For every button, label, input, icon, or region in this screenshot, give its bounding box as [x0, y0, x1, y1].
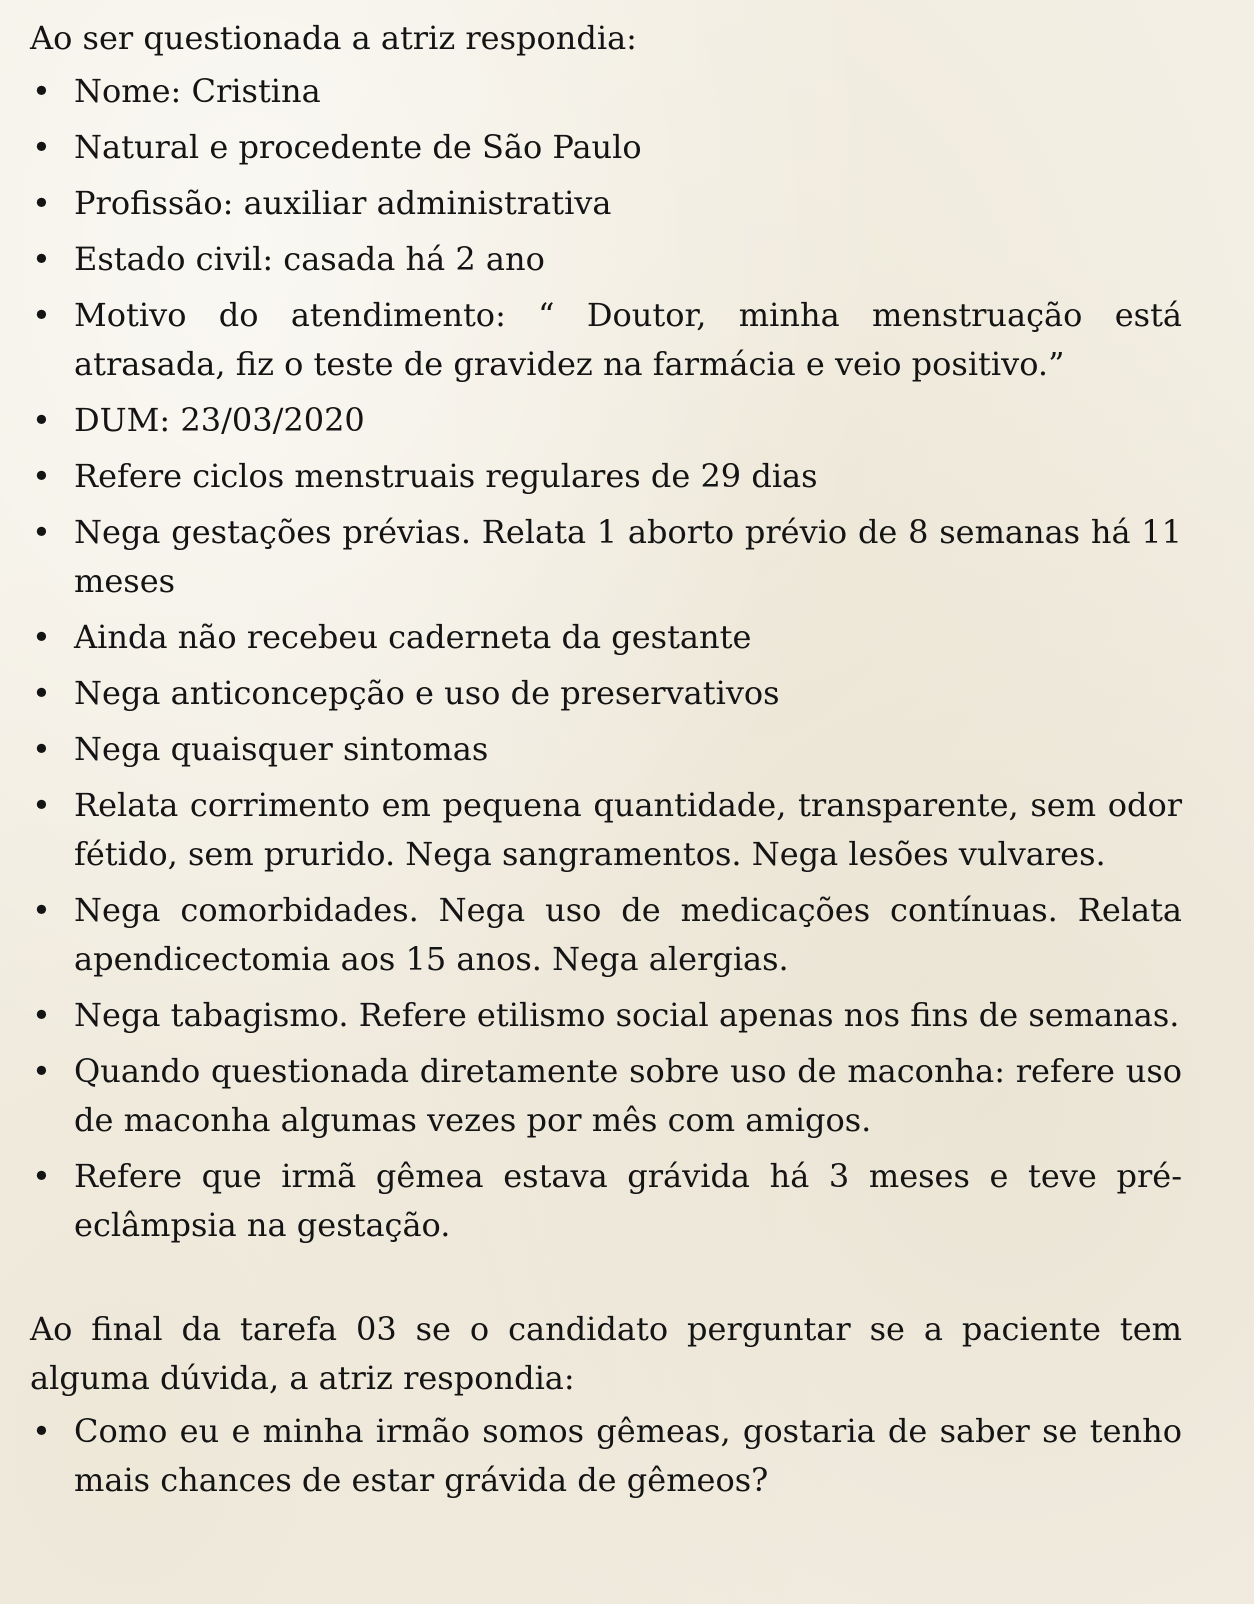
list-item: • Nega quaisquer sintomas [30, 725, 1182, 774]
list-item: • Quando questionada diretamente sobre uso de maconha: refere uso de maconha algumas vezes por mês com amigos. [30, 1047, 1182, 1145]
document-page [30, 14, 1182, 1512]
list-item: • Nome: Cristina [30, 67, 1182, 116]
list-item: • Natural e procedente de São Paulo [30, 123, 1182, 172]
bullet-icon: • [32, 1412, 51, 1450]
list-item: • Como eu e minha irmão somos gêmeas, gostaria de saber se tenho mais chances de estar grávida de gêmeos? [30, 1407, 1182, 1505]
list-item: • Motivo do atendimento: “ Doutor, minha menstruação está atrasada, fiz o teste de gravidez na farmácia e veio positivo.” [30, 291, 1182, 389]
list-item: • Relata corrimento em pequena quantidade, transparente, sem odor fétido, sem prurido. Nega sangramentos. Nega lesões vulvares. [30, 781, 1182, 879]
list-item: • Estado civil: casada há 2 ano [30, 235, 1182, 284]
bullet-icon: • [32, 730, 51, 768]
bullet-icon: • [32, 1052, 51, 1090]
bullet-icon: • [32, 401, 51, 439]
bullet-icon: • [32, 513, 51, 551]
list-item: • Refere ciclos menstruais regulares de 29 dias [30, 452, 1182, 501]
bullet-icon: • [32, 457, 51, 495]
bullet-icon: • [32, 786, 51, 824]
bullet-icon: • [32, 72, 51, 110]
section1-list [30, 67, 1182, 1250]
section-spacer [30, 1257, 1182, 1305]
bullet-icon: • [32, 128, 51, 166]
bullet-icon: • [32, 184, 51, 222]
list-item: • Profissão: auxiliar administrativa [30, 179, 1182, 228]
list-item: • Ainda não recebeu caderneta da gestante [30, 613, 1182, 662]
bullet-icon: • [32, 674, 51, 712]
list-item: • Nega comorbidades. Nega uso de medicações contínuas. Relata apendicectomia aos 15 anos. Nega alergias. [30, 886, 1182, 984]
bullet-icon: • [32, 240, 51, 278]
list-item: • Nega tabagismo. Refere etilismo social apenas nos fins de semanas. [30, 991, 1182, 1040]
bullet-icon: • [32, 996, 51, 1034]
bullet-icon: • [32, 618, 51, 656]
list-item: • Nega anticoncepção e uso de preservativos [30, 669, 1182, 718]
section2-list [30, 1407, 1182, 1505]
bullet-icon: • [32, 296, 51, 334]
section2-intro: Ao final da tarefa 03 se o candidato perguntar se a paciente tem alguma dúvida, a atriz respondia: [30, 1310, 1182, 1397]
bullet-icon: • [32, 1157, 51, 1195]
section1-intro: Ao ser questionada a atriz respondia: [30, 19, 637, 57]
list-item: • Refere que irmã gêmea estava grávida há 3 meses e teve pré-eclâmpsia na gestação. [30, 1152, 1182, 1250]
list-item: • DUM: 23/03/2020 [30, 396, 1182, 445]
bullet-icon: • [32, 891, 51, 929]
list-item: • Nega gestações prévias. Relata 1 aborto prévio de 8 semanas há 11 meses [30, 508, 1182, 606]
